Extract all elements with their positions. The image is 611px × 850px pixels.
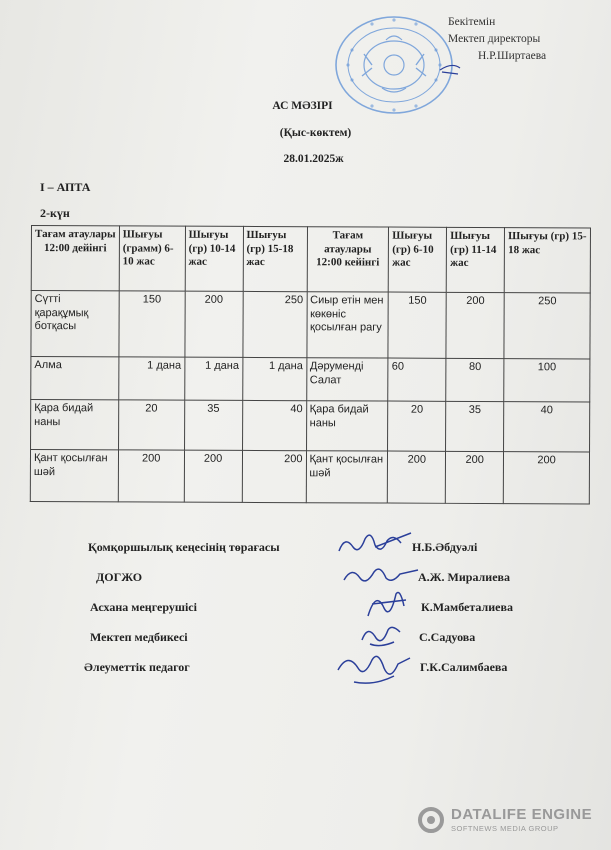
table-cell: 20 — [118, 400, 184, 450]
table-row — [31, 357, 590, 402]
table-header-row — [31, 226, 590, 293]
signature-scribble — [335, 525, 415, 561]
season-subtitle: (Қыс-көктем) — [279, 127, 352, 139]
table-cell: 200 — [503, 452, 589, 504]
approval-line-2: Мектеп директоры — [448, 33, 541, 45]
table-row — [30, 450, 589, 504]
approval-line-3: Н.Р.Ширтаева — [478, 50, 547, 62]
table-cell: 250 — [504, 293, 590, 359]
header-cell: Тағам атаулары 12:00 дейінгі — [31, 226, 119, 291]
header-cell: Шығуы (грамм) 6-10 жас — [119, 226, 185, 291]
table-cell: Сүтті қарақұмық ботқасы — [31, 291, 119, 357]
table-row — [31, 400, 590, 452]
table-cell: Қант қосылған шәй — [306, 451, 388, 503]
table-row — [31, 291, 590, 359]
table-cell: 150 — [388, 292, 446, 358]
table-cell: 60 — [388, 358, 446, 401]
table-cell: Қара бидай наны — [31, 400, 119, 450]
header-cell: Шығуы (гр) 6-10 жас — [389, 227, 447, 292]
menu-date: 28.01.2025ж — [283, 153, 344, 165]
day-label: 2-күн — [40, 206, 70, 220]
table-cell: 35 — [446, 401, 504, 451]
signature-role: Асхана меңгерушісі — [90, 600, 197, 614]
table-cell: Қант қосылған шәй — [30, 450, 118, 502]
watermark-sub: SOFTNEWS MEDIA GROUP — [451, 824, 559, 833]
table-cell: 20 — [388, 401, 446, 451]
table-cell: 200 — [388, 451, 446, 503]
approval-block — [448, 14, 546, 65]
signature-role: Әлеуметтік педагог — [84, 660, 190, 674]
table-cell: 1 дана — [119, 357, 185, 400]
table-cell: 250 — [243, 291, 307, 357]
header-cell: Шығуы (гр) 15-18 жас — [504, 228, 590, 293]
table-cell: 200 — [184, 450, 242, 502]
header-cell: Шығуы (гр) 11-14 жас — [446, 227, 504, 292]
header-cell: Шығуы (гр) 10-14 жас — [185, 226, 243, 291]
signature-name: Г.К.Салимбаева — [420, 660, 508, 674]
signature-name: Н.Б.Әбдуәлі — [412, 540, 478, 554]
table-cell: 200 — [118, 450, 184, 502]
signature-name: К.Мамбеталиева — [421, 600, 513, 614]
menu-title: АС МӘЗІРІ — [272, 100, 333, 112]
approval-line-1: Бекітемін — [448, 16, 496, 28]
signature-name: А.Ж. Миралиева — [418, 570, 511, 584]
signature-scribble — [334, 646, 414, 690]
signature-name: С.Садуова — [419, 630, 476, 644]
table-cell: Қара бидай наны — [306, 401, 388, 451]
table-cell: 200 — [185, 291, 243, 357]
table-cell: 35 — [184, 400, 242, 450]
table-cell: 80 — [446, 358, 504, 401]
signature-role: ДОГЖО — [96, 570, 143, 584]
table-cell: Сиыр етін мен көкөніс қосылған рагу — [306, 292, 388, 358]
table-cell: Дәрумендi Салат — [306, 358, 388, 401]
table-cell: 150 — [119, 291, 185, 357]
table-cell: 200 — [446, 292, 504, 358]
table-cell: Алма — [31, 357, 119, 400]
week-label: I – АПТА — [40, 180, 91, 194]
table-cell: 200 — [446, 451, 504, 503]
table-cell: 100 — [504, 359, 590, 402]
signature-scribble — [362, 586, 412, 622]
signature-role: Қомқоршылық кеңесінің төрағасы — [88, 540, 280, 554]
datalife-logo-icon — [417, 806, 445, 834]
table-cell: 1 дана — [184, 357, 242, 400]
signature-role: Мектеп медбикесі — [90, 630, 188, 644]
header-cell: Шығуы (гр) 15-18 жас — [243, 226, 307, 291]
watermark-brand: DATALIFE ENGINE — [451, 806, 593, 823]
table-cell: 40 — [242, 400, 306, 450]
menu-table — [30, 225, 591, 504]
header-cell: Тағам атаулары 12:00 кейінгі — [307, 227, 389, 292]
table-cell: 40 — [504, 402, 590, 452]
table-cell: 1 дана — [242, 357, 306, 400]
table-cell: 200 — [242, 450, 306, 502]
